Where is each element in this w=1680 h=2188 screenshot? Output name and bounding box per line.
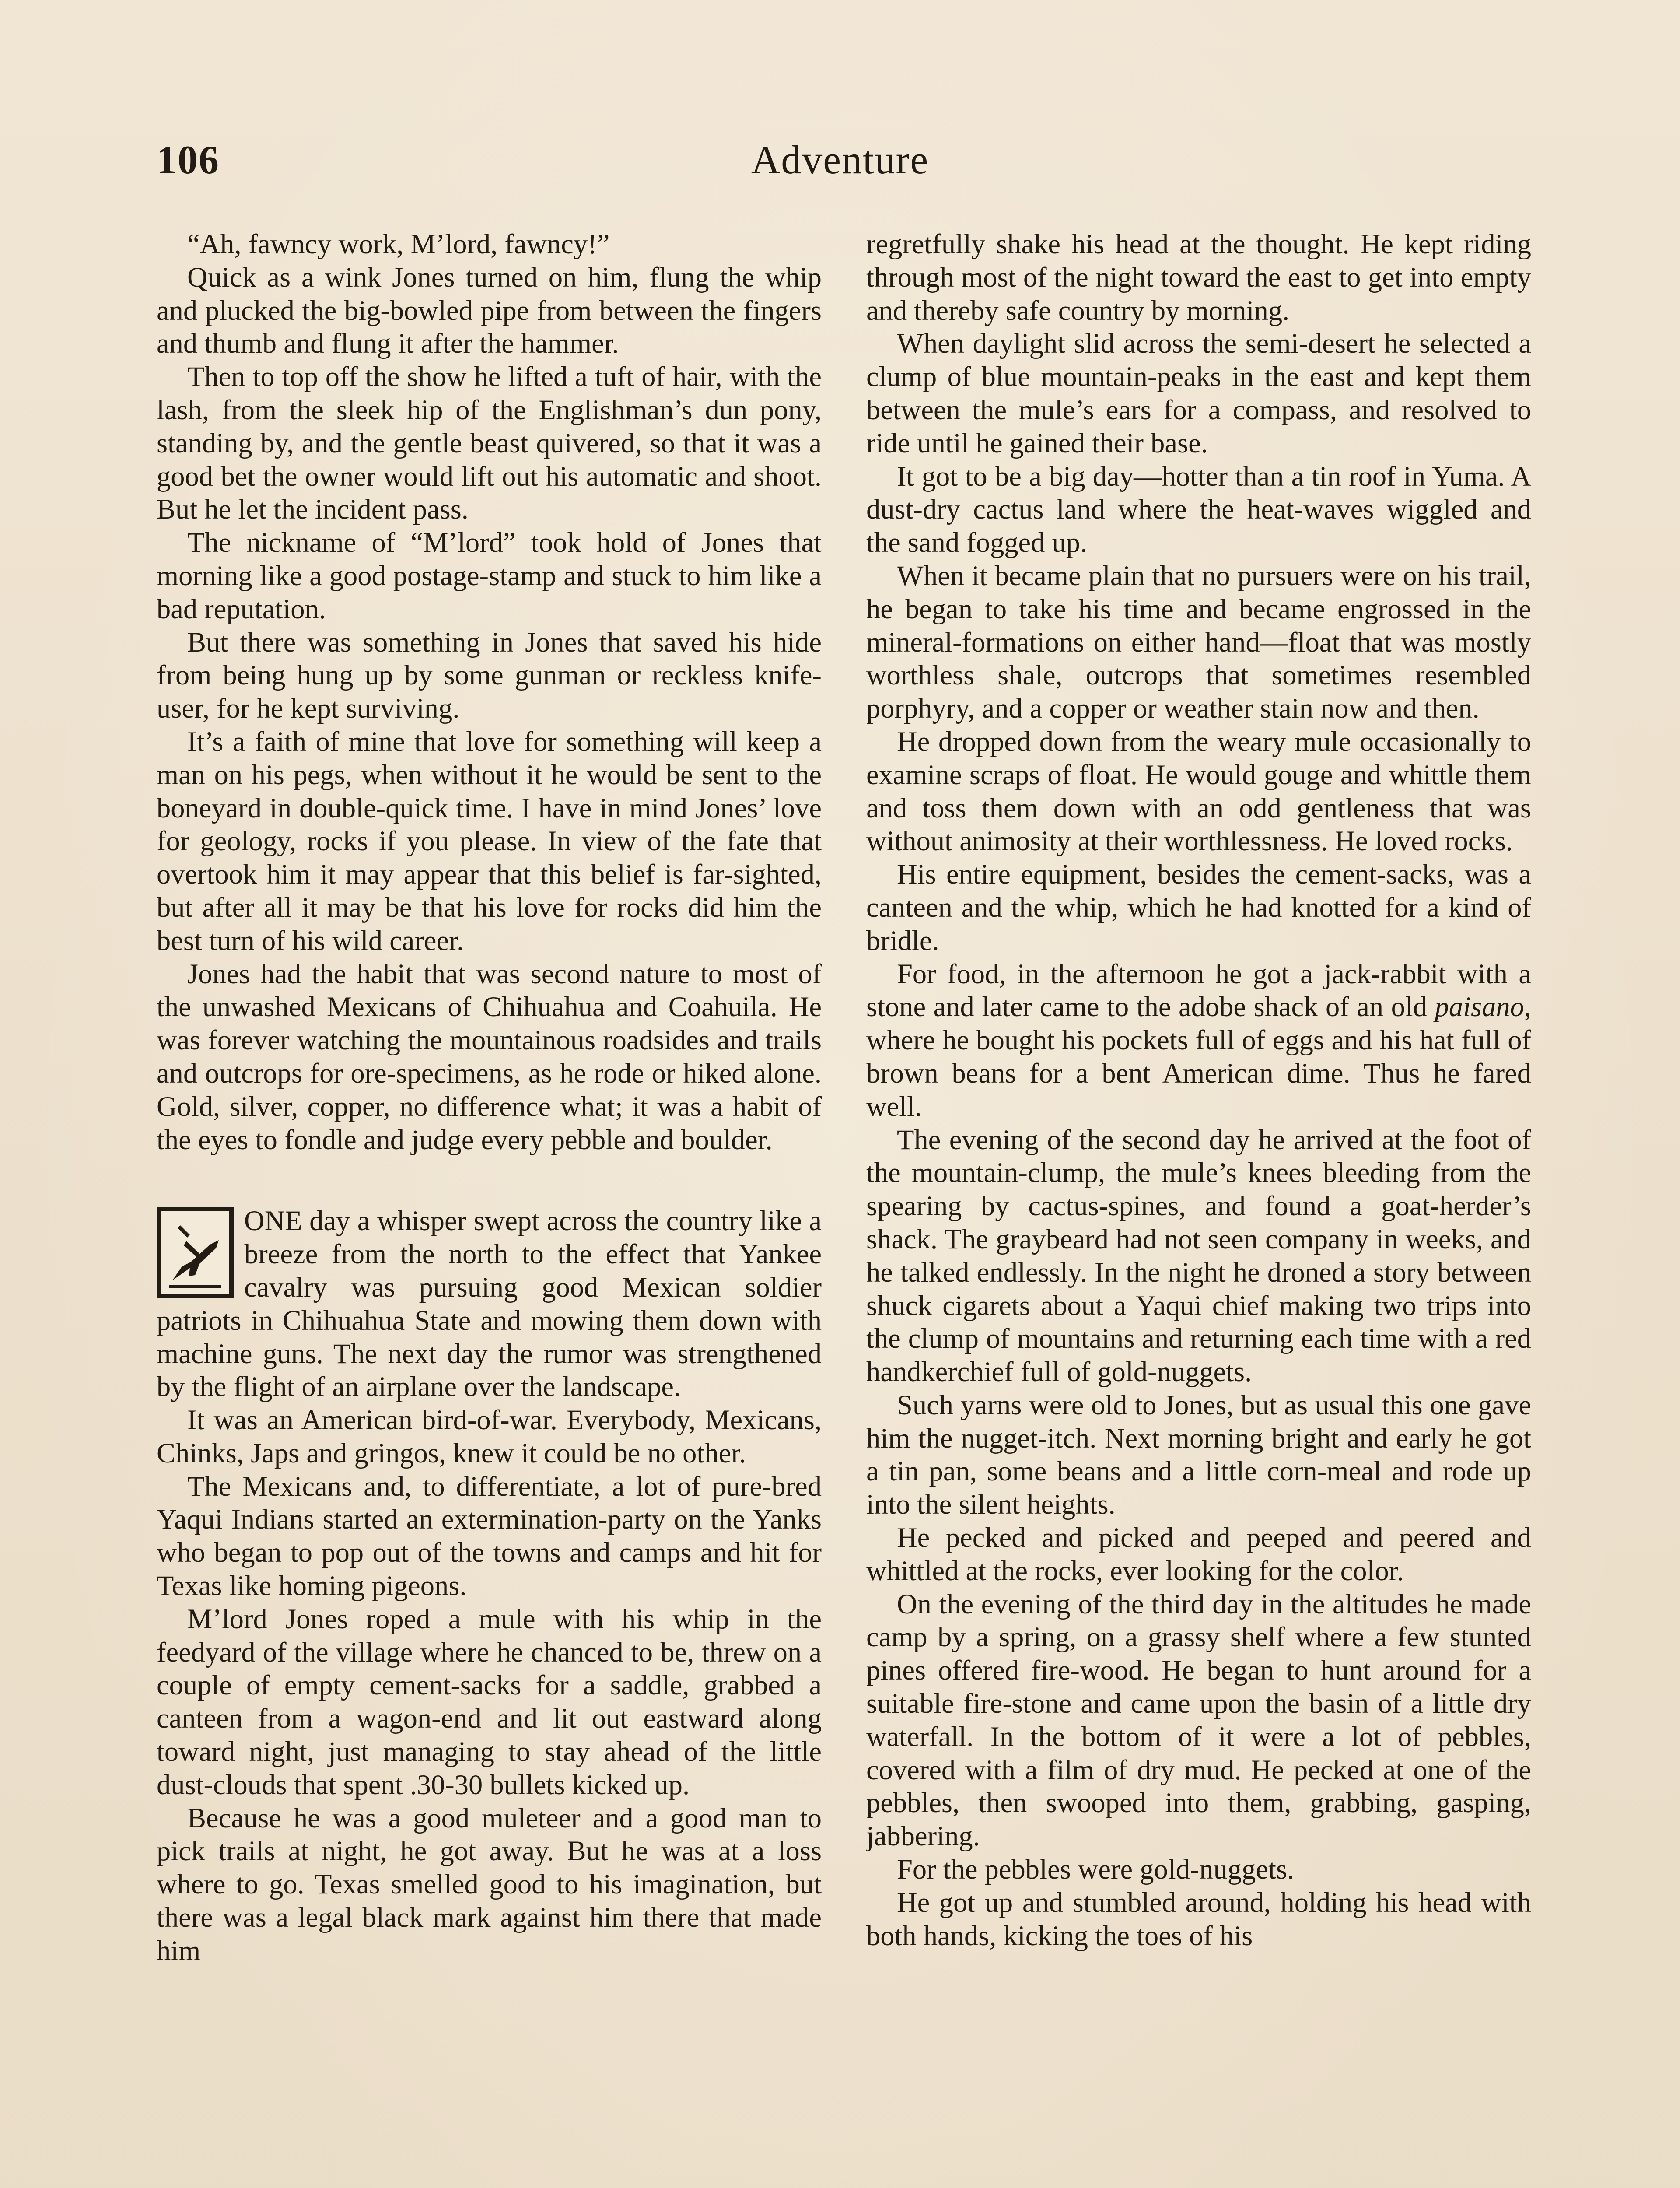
paragraph: The nickname of “M’lord” took hold of Jones that morning like a good postage-stamp and stuck to him like a bad reputation. [157, 527, 822, 624]
paragraph: Such yarns were old to Jones, but as usual this one gave him the nugget-itch. Next morning bright and early he got a tin pan, some beans and a little corn-meal and rode up into the silent heights. [866, 1389, 1531, 1520]
paragraph: When daylight slid across the semi-desert he selected a clump of blue mountain-peaks in the east and kept them between the mule’s ears for a compass, and resolved to ride until he gained their base. [866, 328, 1531, 459]
food-text-italic: paisano [1435, 991, 1524, 1023]
section-break [157, 1156, 822, 1204]
paragraph: On the evening of the third day in the altitudes he made camp by a spring, on a grassy shelf where a few stunted pines offered fire-wood. He began to hunt around for a suitable fire-stone and came upon the basin of a little dry waterfall. In the bottom of it were a lot of pebbles, covered with a film of dry mud. He pecked at one of the pebbles, then swooped into them, grabbing, gasping, jabbering. [866, 1588, 1531, 1852]
food-text-after: , where he bought his pockets full of eggs and his hat full of brown beans for a bent American dime. Thus he fared well. [866, 991, 1531, 1122]
left-column [157, 228, 822, 2188]
paragraph: He pecked and picked and peeped and peered and whittled at the rocks, ever looking for the color. [866, 1522, 1531, 1586]
paragraph: But there was something in Jones that saved his hide from being hung up by some gunman or reckless knife-user, for he kept surviving. [157, 626, 822, 724]
paragraph: Quick as a wink Jones turned on him, flung the whip and plucked the big-bowled pipe from between the fingers and thumb and flung it after the hammer. [157, 261, 822, 359]
right-column [866, 228, 1531, 2188]
paragraph-food [866, 957, 1531, 1123]
paragraph: The evening of the second day he arrived at the foot of the mountain-clump, the mule’s knees bleeding from the spearing by cactus-spines, and found a goat-herder’s shack. The graybeard had not seen company in weeks, and he talked endlessly. In the night he droned a story between shuck cigarets about a Yaqui chief making two trips into the clump of mountains and returning each time with a red handkerchief full of gold-nuggets. [866, 1124, 1531, 1388]
airplane-dropcap-icon [157, 1207, 234, 1298]
paragraph: “Ah, fawncy work, M’lord, fawncy!” [187, 228, 610, 259]
paragraph: Because he was a good muleteer and a good man to pick trails at night, he got away. But he was at a loss where to go. Texas smelled good to his imagination, but there was a legal black mark against him there that made him [157, 1802, 822, 1966]
magazine-title: Adventure [751, 137, 929, 182]
paragraph: For the pebbles were gold-nuggets. [897, 1854, 1295, 1885]
paragraph: The Mexicans and, to differentiate, a lot of pure-bred Yaqui Indians started an extermination-party on the Yanks who began to pop out of the towns and camps and hit for Texas like homing pigeons. [157, 1470, 822, 1602]
paragraph: It was an American bird-of-war. Everybody, Mexicans, Chinks, Japs and gringos, knew it could be no other. [157, 1404, 822, 1469]
paragraph: M’lord Jones roped a mule with his whip in the feedyard of the village where he chanced to be, threw on a couple of empty cement-sacks for a saddle, grabbed a canteen from a wagon-end and lit out eastward along toward night, just managing to stay ahead of the little dust-clouds that spent .30-30 bullets kicked up. [157, 1603, 822, 1800]
paragraph: Jones had the habit that was second nature to most of the unwashed Mexicans of Chihuahua and Coahuila. He was forever watching the mountainous roadsides and trails and outcrops for ore-specimens, as he rode or hiked alone. Gold, silver, copper, no difference what; it was a habit of the eyes to fondle and judge every pebble and boulder. [157, 958, 822, 1155]
paragraph: It got to be a big day—hotter than a tin roof in Yuma. A dust-dry cactus land where the heat-waves wiggled and the sand fogged up. [866, 460, 1531, 558]
section-opening-text: ONE day a whisper swept across the country like a breeze from the north to the effect that Yankee cavalry was pursuing good Mexican soldier patriots in Chihuahua State and mowing them down with machine guns. The next day the rumor was strengthened by the flight of an airplane over the landscape. [157, 1205, 822, 1403]
food-text-before: For food, in the afternoon he got a jack-rabbit with a stone and later came to the adobe shack of an old [866, 958, 1531, 1023]
section-opening-paragraph [157, 1204, 822, 1403]
paragraph: He got up and stumbled around, holding his head with both hands, kicking the toes of his [866, 1886, 1531, 1951]
continued-paragraph: regretfully shake his head at the thought. He kept riding through most of the night toward the east to get into empty and thereby safe country by morning. [866, 228, 1531, 326]
paragraph: It’s a faith of mine that love for something will keep a man on his pegs, when without it he would be sent to the boneyard in double-quick time. I have in mind Jones’ love for geology, rocks if you please. In view of the fate that overtook him it may appear that this belief is far-sighted, but after all it may be that his love for rocks did him the best turn of his wild career. [157, 726, 822, 956]
paragraph: When it became plain that no pursuers were on his trail, he began to take his time and became engrossed in the mineral-formations on either hand—float that was mostly worthless shale, outcrops that sometimes resembled porphyry, and a copper or weather stain now and then. [866, 560, 1531, 724]
paragraph: Then to top off the show he lifted a tuft of hair, with the lash, from the sleek hip of the Englishman’s dun pony, standing by, and the gentle beast quivered, so that it was a good bet the owner would lift out his automatic and shoot. But he let the incident pass. [157, 361, 822, 525]
paragraph: His entire equipment, besides the cement-sacks, was a canteen and the whip, which he had knotted for a kind of bridle. [866, 859, 1531, 956]
paragraph: He dropped down from the weary mule occasionally to examine scraps of float. He would gouge and whittle them and toss them down with an odd gentleness that was without animosity at their worthlessness. He loved rocks. [866, 726, 1531, 857]
airplane-icon [164, 1215, 226, 1290]
page-number: 106 [157, 137, 220, 182]
